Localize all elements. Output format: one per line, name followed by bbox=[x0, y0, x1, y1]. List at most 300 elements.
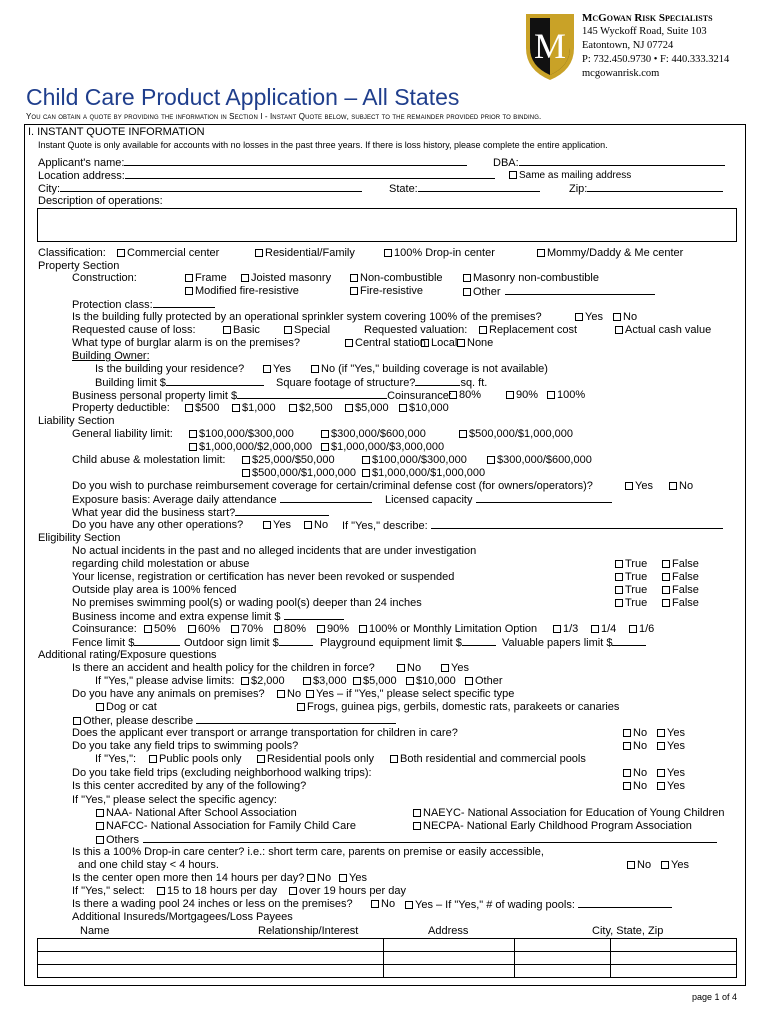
checkbox-icon bbox=[371, 900, 379, 908]
checkbox-icon bbox=[657, 729, 665, 737]
eligibility-item-4: No premises swimming pool(s) or wading pool(s) deeper than 24 inches bbox=[72, 597, 422, 609]
capacity-field[interactable] bbox=[385, 493, 612, 507]
checkbox-icon bbox=[623, 769, 631, 777]
state-label: State: bbox=[389, 183, 418, 195]
checkbox-icon bbox=[613, 313, 621, 321]
year-field[interactable] bbox=[72, 506, 329, 520]
checkbox-icon bbox=[297, 703, 305, 711]
const-modified[interactable] bbox=[184, 285, 299, 298]
animals-label: Do you have any animals on premises? bbox=[72, 688, 265, 700]
class-mommy[interactable] bbox=[536, 247, 683, 260]
option-label: None bbox=[467, 337, 494, 349]
checkbox-icon bbox=[465, 677, 473, 685]
checkbox-icon bbox=[463, 274, 471, 282]
option-label: No bbox=[317, 872, 332, 884]
checkbox-icon bbox=[289, 404, 297, 412]
gl-opt-5[interactable] bbox=[320, 441, 444, 454]
accredited-no[interactable] bbox=[622, 780, 647, 793]
checkbox-icon bbox=[317, 625, 325, 633]
gl-opt-3[interactable] bbox=[458, 428, 573, 441]
building-owner-heading: Building Owner: bbox=[72, 350, 150, 362]
option-label: 1/4 bbox=[601, 623, 617, 635]
burglar-local[interactable] bbox=[420, 337, 457, 350]
bi-field[interactable] bbox=[72, 610, 344, 624]
table-cell[interactable] bbox=[611, 939, 737, 952]
table-cell[interactable] bbox=[515, 965, 611, 978]
page-title: Child Care Product Application – All States bbox=[26, 84, 460, 110]
option-label: Replacement cost bbox=[489, 324, 578, 336]
transport-yes[interactable] bbox=[656, 727, 685, 740]
checkbox-icon bbox=[413, 822, 421, 830]
pool-public[interactable] bbox=[148, 753, 242, 766]
accident-no[interactable] bbox=[396, 662, 421, 675]
const-noncomb[interactable] bbox=[349, 272, 443, 285]
checkbox-icon bbox=[185, 404, 193, 412]
exposure-field[interactable] bbox=[72, 493, 372, 507]
dropin-label: Is this a 100% Drop-in care center? i.e.: short term care, parents on premise or easily accessible, bbox=[72, 846, 544, 858]
checkbox-icon bbox=[657, 769, 665, 777]
burglar-central[interactable] bbox=[344, 337, 426, 350]
field-label: Protection class: bbox=[72, 299, 153, 311]
ecoins-1-3[interactable] bbox=[552, 623, 578, 636]
ecoins-1-6[interactable] bbox=[628, 623, 654, 636]
agency-necpa[interactable] bbox=[412, 820, 692, 833]
residence-label: Is the building your residence? bbox=[95, 363, 245, 375]
option-label: No bbox=[381, 898, 396, 910]
table-cell[interactable] bbox=[384, 939, 515, 952]
option-label: Residential pools only bbox=[267, 753, 375, 765]
dropin-yes[interactable] bbox=[660, 859, 689, 872]
checkbox-icon bbox=[441, 664, 449, 672]
checkbox-icon bbox=[399, 404, 407, 412]
abuse-opt-5[interactable] bbox=[361, 467, 485, 480]
field-label: Fence limit $ bbox=[72, 637, 135, 649]
checkbox-icon bbox=[241, 677, 249, 685]
classification-label: Classification: bbox=[38, 247, 106, 259]
description-label: Description of operations: bbox=[38, 195, 163, 207]
field-label: Building limit $ bbox=[95, 377, 166, 389]
transport-no[interactable] bbox=[622, 727, 647, 740]
agency-others[interactable] bbox=[95, 833, 717, 847]
playground-field[interactable] bbox=[320, 636, 496, 650]
option-label: Special bbox=[294, 324, 331, 336]
fence-field[interactable] bbox=[72, 636, 180, 650]
sprinkler-yes[interactable] bbox=[574, 311, 603, 324]
option-label: Basic bbox=[233, 324, 260, 336]
page-subtitle: You can obtain a quote by providing the information in Section I - Instant Quote below, subject to the remainder provided prior to binding. bbox=[26, 112, 542, 121]
option-label: True bbox=[625, 597, 648, 609]
building-limit-field[interactable] bbox=[95, 376, 264, 390]
location-label: Location address: bbox=[38, 170, 125, 182]
bpp-field[interactable] bbox=[72, 389, 452, 403]
const-fireres[interactable] bbox=[349, 285, 423, 298]
option-label: 90% bbox=[516, 389, 539, 401]
field-trips-no[interactable] bbox=[622, 767, 647, 780]
option-label: over 19 hours per day bbox=[299, 885, 407, 897]
checkbox-icon bbox=[457, 339, 465, 347]
animals-no[interactable] bbox=[276, 688, 301, 701]
checkbox-icon bbox=[284, 326, 292, 334]
checkbox-icon bbox=[669, 482, 677, 490]
gl-opt-4[interactable] bbox=[188, 441, 312, 454]
hours-15-18[interactable] bbox=[156, 885, 277, 898]
pools-trip-yes[interactable] bbox=[656, 740, 685, 753]
accredited-label: Is this center accredited by any of the following? bbox=[72, 780, 307, 792]
ecoins-60[interactable] bbox=[187, 623, 220, 636]
class-dropin[interactable] bbox=[383, 247, 495, 260]
option-label: No bbox=[623, 311, 638, 323]
option-label: True bbox=[625, 571, 648, 583]
eligibility-item-2: Your license, registration or certification has never been revoked or suspended bbox=[72, 571, 455, 583]
option-label: $2,000 bbox=[251, 675, 285, 687]
option-label: Non-combustible bbox=[360, 272, 443, 284]
checkbox-icon bbox=[189, 430, 197, 438]
table-cell[interactable] bbox=[38, 939, 384, 952]
checkbox-icon bbox=[615, 599, 623, 607]
instant-quote-note: Instant Quote is only available for accounts with no losses in the past three years. If there is loss history, please complete the entire application. bbox=[38, 140, 608, 150]
checkbox-icon bbox=[537, 249, 545, 257]
option-label: True bbox=[625, 584, 648, 596]
agency-naa[interactable] bbox=[95, 807, 297, 820]
col-address: Address bbox=[428, 925, 469, 937]
elig-3-true[interactable] bbox=[614, 584, 647, 597]
table-cell[interactable] bbox=[611, 952, 737, 965]
option-label: No bbox=[633, 780, 648, 792]
checkbox-icon bbox=[188, 625, 196, 633]
payees-table bbox=[37, 938, 737, 978]
table-cell[interactable] bbox=[611, 965, 737, 978]
option-label: 100% Drop-in center bbox=[394, 247, 495, 259]
option-label: Masonry non-combustible bbox=[473, 272, 599, 284]
elig-coins-label: Coinsurance: bbox=[72, 623, 137, 635]
papers-field[interactable] bbox=[502, 636, 646, 650]
elig-4-true[interactable] bbox=[614, 597, 647, 610]
checkbox-icon bbox=[277, 690, 285, 698]
option-label: $300,000/$600,000 bbox=[331, 428, 426, 440]
field-label: Playground equipment limit $ bbox=[320, 637, 462, 649]
checkbox-icon bbox=[185, 287, 193, 295]
class-residential[interactable] bbox=[254, 247, 355, 260]
zip-field[interactable] bbox=[569, 182, 723, 196]
option-label: Frogs, guinea pigs, gerbils, domestic rats, parakeets or canaries bbox=[307, 701, 620, 713]
applicant-name-label: Applicant's name: bbox=[38, 157, 125, 169]
option-label: Frame bbox=[195, 272, 227, 284]
pools-trip-no[interactable] bbox=[622, 740, 647, 753]
ecoins-100[interactable] bbox=[358, 623, 537, 636]
checkbox-icon bbox=[662, 586, 670, 594]
limit-other[interactable] bbox=[464, 675, 503, 688]
option-label: $100,000/$300,000 bbox=[372, 454, 467, 466]
coins-100[interactable] bbox=[546, 389, 585, 402]
wading-no[interactable] bbox=[370, 898, 395, 911]
animal-other[interactable] bbox=[72, 714, 396, 728]
company-address-2: Eatontown, NJ 07724 bbox=[582, 40, 674, 51]
residence-yes[interactable] bbox=[262, 363, 291, 376]
option-label: False bbox=[672, 571, 699, 583]
checkbox-icon bbox=[362, 456, 370, 464]
checkbox-icon bbox=[321, 443, 329, 451]
abuse-opt-2[interactable] bbox=[361, 454, 467, 467]
option-label: Local bbox=[431, 337, 458, 349]
applicant-name-field[interactable] bbox=[38, 156, 467, 170]
city-field[interactable] bbox=[38, 182, 362, 196]
field-label: What year did the business start? bbox=[72, 507, 236, 519]
state-field[interactable] bbox=[389, 182, 540, 196]
checkbox-icon bbox=[242, 456, 250, 464]
option-label: NAFCC- National Association for Family Child Care bbox=[106, 820, 357, 832]
checkbox-icon bbox=[479, 326, 487, 334]
const-frame[interactable] bbox=[184, 272, 227, 285]
option-label: No bbox=[679, 480, 694, 492]
pool-residential[interactable] bbox=[256, 753, 374, 766]
field-label: Licensed capacity bbox=[385, 494, 473, 506]
field-label: Outdoor sign limit $ bbox=[184, 637, 279, 649]
same-as-mailing-checkbox[interactable] bbox=[508, 170, 631, 182]
option-label: Joisted masonry bbox=[251, 272, 332, 284]
hours-19[interactable] bbox=[288, 885, 406, 898]
elig-3-false[interactable] bbox=[661, 584, 699, 597]
cause-special[interactable] bbox=[283, 324, 330, 337]
const-other[interactable] bbox=[462, 285, 655, 299]
checkbox-icon bbox=[384, 249, 392, 257]
ecoins-1-4[interactable] bbox=[590, 623, 616, 636]
option-label: $100,000/$300,000 bbox=[199, 428, 294, 440]
class-commercial[interactable] bbox=[116, 247, 219, 260]
sqft-field[interactable] bbox=[276, 376, 487, 390]
checkbox-icon bbox=[345, 339, 353, 347]
checkbox-icon bbox=[615, 560, 623, 568]
payees-heading: Additional Insureds/Mortgagees/Loss Payees bbox=[72, 911, 293, 923]
defense-no[interactable] bbox=[668, 480, 693, 493]
option-label: $500,000/$1,000,000 bbox=[469, 428, 573, 440]
checkbox-icon bbox=[397, 664, 405, 672]
option-label: $10,000 bbox=[416, 675, 456, 687]
ded-2500[interactable] bbox=[288, 402, 333, 415]
agency-label: If "Yes," please select the specific agency: bbox=[72, 794, 277, 806]
option-label: Yes bbox=[667, 780, 685, 792]
checkbox-icon bbox=[487, 456, 495, 464]
animal-frogs[interactable] bbox=[296, 701, 619, 714]
dba-field[interactable] bbox=[493, 156, 725, 170]
checkbox-icon bbox=[144, 625, 152, 633]
logo-letter: M bbox=[533, 26, 567, 66]
ded-500[interactable] bbox=[184, 402, 219, 415]
checkbox-icon bbox=[96, 836, 104, 844]
option-label: True bbox=[625, 558, 648, 570]
gl-label: General liability limit: bbox=[72, 428, 173, 440]
wading-yes[interactable] bbox=[404, 898, 672, 912]
protection-class-field[interactable] bbox=[72, 298, 215, 312]
open14-no[interactable] bbox=[306, 872, 331, 885]
elig-1-false[interactable] bbox=[661, 558, 699, 571]
checkbox-icon bbox=[345, 404, 353, 412]
checkbox-icon bbox=[662, 599, 670, 607]
field-label: Business income and extra expense limit $ bbox=[72, 611, 281, 623]
dropin-no[interactable] bbox=[626, 859, 651, 872]
checkbox-icon bbox=[257, 755, 265, 763]
field-label: If "Yes," describe: bbox=[342, 520, 428, 532]
option-label: No bbox=[633, 740, 648, 752]
checkbox-icon bbox=[657, 742, 665, 750]
option-label: Other bbox=[475, 675, 503, 687]
defense-yes[interactable] bbox=[624, 480, 653, 493]
open14-yes[interactable] bbox=[338, 872, 367, 885]
ded-1000[interactable] bbox=[231, 402, 276, 415]
other-ops-describe[interactable] bbox=[342, 519, 723, 533]
pools-trip-label: Do you take any field trips to swimming pools? bbox=[72, 740, 299, 752]
option-label: Yes – if "Yes," please select specific type bbox=[316, 688, 515, 700]
valuation-label: Requested valuation: bbox=[364, 324, 468, 336]
transport-label: Does the applicant ever transport or arrange transportation for children in care? bbox=[72, 727, 458, 739]
same-as-mailing-label: Same as mailing address bbox=[519, 170, 632, 181]
limit-5000[interactable] bbox=[352, 675, 397, 688]
table-cell[interactable] bbox=[515, 939, 611, 952]
abuse-opt-3[interactable] bbox=[486, 454, 592, 467]
checkbox-icon bbox=[185, 274, 193, 282]
sprinkler-no[interactable] bbox=[612, 311, 637, 324]
residence-no[interactable] bbox=[310, 363, 548, 376]
valuation-acv[interactable] bbox=[614, 324, 711, 337]
valuation-replacement[interactable] bbox=[478, 324, 577, 337]
ded-5000[interactable] bbox=[344, 402, 389, 415]
option-label: $1,000 bbox=[242, 402, 276, 414]
abuse-opt-1[interactable] bbox=[241, 454, 335, 467]
other-ops-label: Do you have any other operations? bbox=[72, 519, 244, 531]
checkbox-icon bbox=[255, 249, 263, 257]
field-label: Valuable papers limit $ bbox=[502, 637, 613, 649]
option-label: $1,000,000/$2,000,000 bbox=[199, 441, 313, 453]
checkbox-icon bbox=[157, 887, 165, 895]
checkbox-icon bbox=[339, 874, 347, 882]
option-label: No bbox=[314, 519, 329, 531]
checkbox-icon bbox=[241, 274, 249, 282]
elig-1-true[interactable] bbox=[614, 558, 647, 571]
checkbox-icon bbox=[263, 521, 271, 529]
checkbox-icon bbox=[553, 625, 561, 633]
table-cell[interactable] bbox=[38, 952, 384, 965]
const-joisted[interactable] bbox=[240, 272, 331, 285]
ecoins-80[interactable] bbox=[273, 623, 306, 636]
checkbox-icon bbox=[232, 404, 240, 412]
option-label: Modified fire-resistive bbox=[195, 285, 299, 297]
sprinkler-question: Is the building fully protected by an operational sprinkler system covering 100% of the premises? bbox=[72, 311, 542, 323]
checkbox-icon bbox=[231, 625, 239, 633]
table-row bbox=[38, 965, 737, 978]
gl-opt-1[interactable] bbox=[188, 428, 294, 441]
location-field[interactable] bbox=[38, 169, 495, 183]
abuse-opt-4[interactable] bbox=[241, 467, 356, 480]
checkbox-icon bbox=[307, 874, 315, 882]
dba-label: DBA: bbox=[493, 157, 519, 169]
checkbox-icon bbox=[406, 677, 414, 685]
option-label: $2,500 bbox=[299, 402, 333, 414]
field-trips-yes[interactable] bbox=[656, 767, 685, 780]
elig-2-false[interactable] bbox=[661, 571, 699, 584]
option-label: $5,000 bbox=[363, 675, 397, 687]
cause-basic[interactable] bbox=[222, 324, 260, 337]
option-label: Yes bbox=[273, 363, 291, 375]
animal-dog[interactable] bbox=[95, 701, 157, 714]
other-ops-yes[interactable] bbox=[262, 519, 291, 532]
col-name: Name bbox=[80, 925, 110, 937]
eligibility-item-1: regarding child molestation or abuse bbox=[72, 558, 250, 570]
pool-both[interactable] bbox=[389, 753, 586, 766]
limit-10000[interactable] bbox=[405, 675, 456, 688]
table-row bbox=[38, 952, 737, 965]
checkbox-icon bbox=[623, 729, 631, 737]
sign-field[interactable] bbox=[184, 636, 313, 650]
elig-4-false[interactable] bbox=[661, 597, 699, 610]
coins-90[interactable] bbox=[505, 389, 538, 402]
ded-10000[interactable] bbox=[398, 402, 449, 415]
dropin-label-2: and one child stay < 4 hours. bbox=[78, 859, 219, 871]
checkbox-icon bbox=[149, 755, 157, 763]
checkbox-icon bbox=[591, 625, 599, 633]
page-number: page 1 of 4 bbox=[692, 992, 738, 1002]
option-label: $500,000/$1,000,000 bbox=[252, 467, 356, 479]
option-label: Yes bbox=[349, 872, 367, 884]
checkbox-icon bbox=[615, 586, 623, 594]
checkbox-icon bbox=[73, 717, 81, 725]
table-cell[interactable] bbox=[384, 965, 515, 978]
accredited-yes[interactable] bbox=[656, 780, 685, 793]
elig-2-true[interactable] bbox=[614, 571, 647, 584]
defense-question: Do you wish to purchase reimbursement coverage for certain/criminal defense cost (for owners/operators)? bbox=[72, 480, 593, 492]
option-label: 80% bbox=[459, 389, 482, 401]
company-address-1: 145 Wyckoff Road, Suite 103 bbox=[582, 26, 707, 37]
accident-yes[interactable] bbox=[440, 662, 469, 675]
option-label: No (if "Yes," building coverage is not available) bbox=[321, 363, 548, 375]
burglar-none[interactable] bbox=[456, 337, 493, 350]
agency-nafcc[interactable] bbox=[95, 820, 356, 833]
table-cell[interactable] bbox=[38, 965, 384, 978]
company-website[interactable]: mcgowanrisk.com bbox=[582, 68, 660, 79]
animals-yes[interactable] bbox=[305, 688, 514, 701]
limit-3000[interactable] bbox=[302, 675, 347, 688]
option-label: Yes bbox=[667, 767, 685, 779]
checkbox-icon bbox=[353, 677, 361, 685]
abuse-label: Child abuse & molestation limit: bbox=[72, 454, 226, 466]
checkbox-icon bbox=[449, 391, 457, 399]
option-label: Public pools only bbox=[159, 753, 242, 765]
gl-opt-2[interactable] bbox=[320, 428, 426, 441]
checkbox-icon bbox=[661, 861, 669, 869]
eligibility-heading: Eligibility Section bbox=[38, 532, 121, 544]
option-label: Yes bbox=[667, 727, 685, 739]
table-cell[interactable] bbox=[515, 952, 611, 965]
const-masonry-noncomb[interactable] bbox=[462, 272, 599, 285]
checkbox-icon bbox=[506, 391, 514, 399]
ecoins-70[interactable] bbox=[230, 623, 263, 636]
ecoins-90[interactable] bbox=[316, 623, 349, 636]
checkbox-icon bbox=[413, 809, 421, 817]
field-label: Exposure basis: Average daily attendance bbox=[72, 494, 277, 506]
agency-naeyc[interactable] bbox=[412, 807, 724, 820]
table-cell[interactable] bbox=[384, 952, 515, 965]
checkbox-icon bbox=[96, 809, 104, 817]
option-label: 100% bbox=[557, 389, 586, 401]
option-label: 60% bbox=[198, 623, 221, 635]
limit-2000[interactable] bbox=[240, 675, 285, 688]
coins-80[interactable] bbox=[448, 389, 481, 402]
option-label: Yes – If "Yes," # of wading pools: bbox=[415, 899, 575, 911]
ecoins-50[interactable] bbox=[143, 623, 176, 636]
checkbox-icon bbox=[311, 365, 319, 373]
option-label: Yes bbox=[451, 662, 469, 674]
eligibility-item-3: Outside play area is 100% fenced bbox=[72, 584, 237, 596]
description-input[interactable] bbox=[37, 208, 737, 242]
other-ops-no[interactable] bbox=[303, 519, 328, 532]
